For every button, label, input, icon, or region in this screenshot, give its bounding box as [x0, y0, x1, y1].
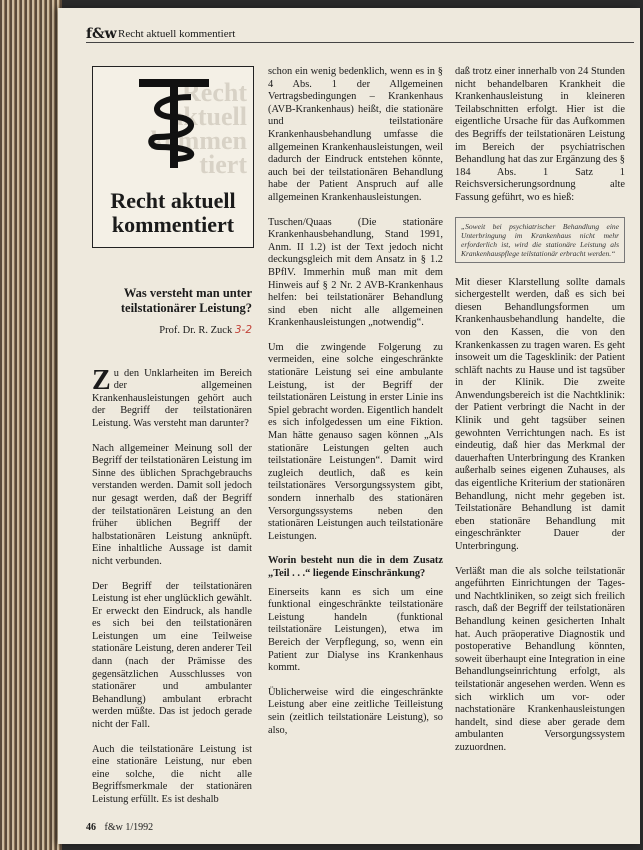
paragraph: Um die zwingende Folgerung zu vermeiden, eine solche eingeschränkte stationäre Leistung sei eine ambulante Leistung, ist der Begriff der teilstationären Leistung in erster Linie ins Spiel gebracht worden. Eigentlich handelt es sich infolgedessen um eine Fiktion. Man hätte genauso sagen können „Als stationäre Leistungen gelten auch teilstationäre Leistungen“. Damit wird zugleich deutlich, daß es kein teilstationäres Versorgungssystem gibt, sondern innerhalb des stationären Versorgungssystems neben den stationären Leistungen auch teilstationäre Leistungen. [268, 341, 443, 542]
paragraph: Mit dieser Klarstellung sollte damals sichergestellt werden, daß es sich bei diesen Behandlungsformen um Krankenhausbehandlung handelte, die von den Kassen, die von den Krankenkassen zu tragen waren. Es geht insoweit um die Tagesklinik: der Patient schläft nachts zu Hause und ist tagsüber in der Klinik. Die zweite Anwendungsbereich ist die Nachtklinik: der Patient verbringt die Nacht in der Klinik und geht tagsüber seinen gewohnten Verrichtungen nach. Es ist eindeutig, daß hier das Merkmal der dauerhaften Unterbringung des Kranken außerhalb seines eigenen Zuhauses, als das eigentliche Kriterium der stationären Behandlung, nicht mehr gegeben ist. Teilstationäre Behandlung ist damit eben stationäre Behandlung mit eingeschränkter Dauer der Unterbringung. [455, 276, 625, 552]
legal-quote-box: „Soweit bei psychiatrischer Behandlung eine Unterbringung im Krankenhaus nicht mehr erforderlich ist, wird die stationäre Leistung als Krankenhauspflege teilstationär erbracht werden.“ [455, 217, 625, 263]
paragraph: schon ein wenig bedenklich, wenn es in § 4 Abs. 1 der Allgemeinen Vertragsbedingungen – Krankenhaus (AVB-Krankenhaus) heißt, die stationäre und teilstationäre Krankenhausbehandlung umfasse die allgemeinen Krankenhausleistungen, weil dadurch der Eindruck entstehen könnte, auch bei der teilstationären Behandlung habe der Patient Anspruch auf alle allgemeinen Krankenhausleistungen. [268, 66, 443, 203]
column-3 [455, 66, 625, 767]
running-title: Recht aktuell kommentiert [118, 28, 236, 40]
paragraph: Nach allgemeiner Meinung soll der Begriff der teilstationären Leistung im Sinne des üblichen Sprachgebrauchs verstanden werden. Damit soll jedoch nur gesagt werden, daß der Begriff der teilstationären Leistung an den früher üblichen Begriff der halbstationären Leistung anknüpft. Eine inhaltliche Aussage ist damit nicht verbunden. [92, 442, 252, 567]
page-number: 46 [86, 822, 96, 833]
page-footer [86, 822, 153, 833]
article-author [92, 324, 252, 338]
paragraph: Üblicherweise wird die eingeschränkte Leistung aber eine zeitliche Teilleistung sein (zeitlich teilstationäre Leistung), so also, [268, 686, 443, 736]
paragraph-text: u den Unklarheiten im Bereich der allgemeinen Krankenhausleistungen gehört auch der Begriff der teilstationären Leistung. Was versteht man darunter? [92, 367, 252, 429]
paragraph: Auch die teilstationäre Leistung ist eine stationäre Leistung, nur eben eine solche, die nicht alle Begriffsmerkmale der stationären Leistung erfüllt. Es ist deshalb [92, 743, 252, 805]
column-2 [268, 66, 443, 749]
article-headline: Was versteht man unter teilstationärer Leistung? [120, 286, 252, 315]
running-header [86, 26, 634, 43]
paragraph [92, 364, 252, 431]
logo-title-line-2: kommentiert [111, 212, 235, 237]
column-1 [92, 66, 252, 819]
author-name: Prof. Dr. R. Zuck [159, 325, 233, 336]
section-logo-title [93, 189, 253, 237]
paragraph: Einerseits kann es sich um eine funktional eingeschränkte teilstationäre Leistung handeln (funktional teilstationäre Leistungen), etwa im Bereich der Verpflegung, so, wenn ein Patient zur Dialyse ins Krankenhaus kommt. [268, 586, 443, 674]
paragraph: Der Begriff der teilstationären Leistung ist eher unglücklich gewählt. Er erweckt den Eindruck, als handle es sich bei den teilstationären Leistungen um eine Teilweise stationäre Leistung, deren anderer Teil dann (nach der Prämisse des gegensätzlichen Ausschlusses von stationärer und ambulanter Behandlung) ambulant erbracht werden müßte. Das ist jedoch gerade nicht der Fall. [92, 580, 252, 731]
paragraph: Verläßt man die als solche teilstationär angeführten Einrichtungen der Tages- und Nachtkliniken, so zeigt sich freilich rasch, daß der Begriff der teilstationären Behandlung keinen gesicherten Inhalt hat. Auch präoperative Diagnostik und postoperative Behandlung könnten, soweit überhaupt eine Integration in eine Behandlungseinrichtung erfolgt, als teilstationär angesehen werden. Wenn es sich wirklich um vor- oder nachstationäre Krankenhausleistungen handelt, sind diese aber gerade dem ambulanten Versorgungssystem zuzuordnen. [455, 565, 625, 753]
question-subheading: Worin besteht nun die in dem Zusatz „Teil . . .“ liegende Einschränkung? [268, 555, 443, 579]
journal-logo: f&w [86, 26, 117, 42]
section-emblem-icon [129, 73, 219, 173]
document-page [58, 8, 640, 844]
handwritten-annotation: 3-2 [234, 324, 252, 336]
section-logo-box [92, 66, 254, 248]
column-1-body [92, 364, 252, 807]
book-page-edges [0, 0, 62, 850]
paragraph: daß trotz einer innerhalb von 24 Stunden nicht behandelbaren Krankheit die Krankenhausleistung in kleineren Teilabschnitten erfolgt. Hier ist die eigentliche Ursache für das Aufkommen des Begriffs der teilstationären Leistung im Bereich der psychiatrischen Behandlung hat das zur Ergänzung des § 184 Abs. 1 Satz 1 Reichsversicherungsordnung alte Fassung geführt, wo es hieß: [455, 66, 625, 203]
drop-cap: Z [92, 364, 111, 396]
logo-title-line-1: Recht aktuell [110, 188, 236, 213]
journal-issue: f&w 1/1992 [104, 822, 154, 833]
watermark-pattern: Recht aktuell kommen tiert [150, 78, 247, 179]
paragraph: Tuschen/Quaas (Die stationäre Krankenhausbehandlung, Stand 1991, Anm. II 1.2) ist der Text jedoch nicht deckungsgleich mit dem Ansatz in § 1.2 BPflV. Immerhin muß man mit dem Hinweis auf § 2 Nr. 2 AVB-Krankenhaus helfen: bei teilstationärer Behandlung sind eben nicht alle allgemeinen Krankenhausleistungen „notwendig“. [268, 216, 443, 329]
